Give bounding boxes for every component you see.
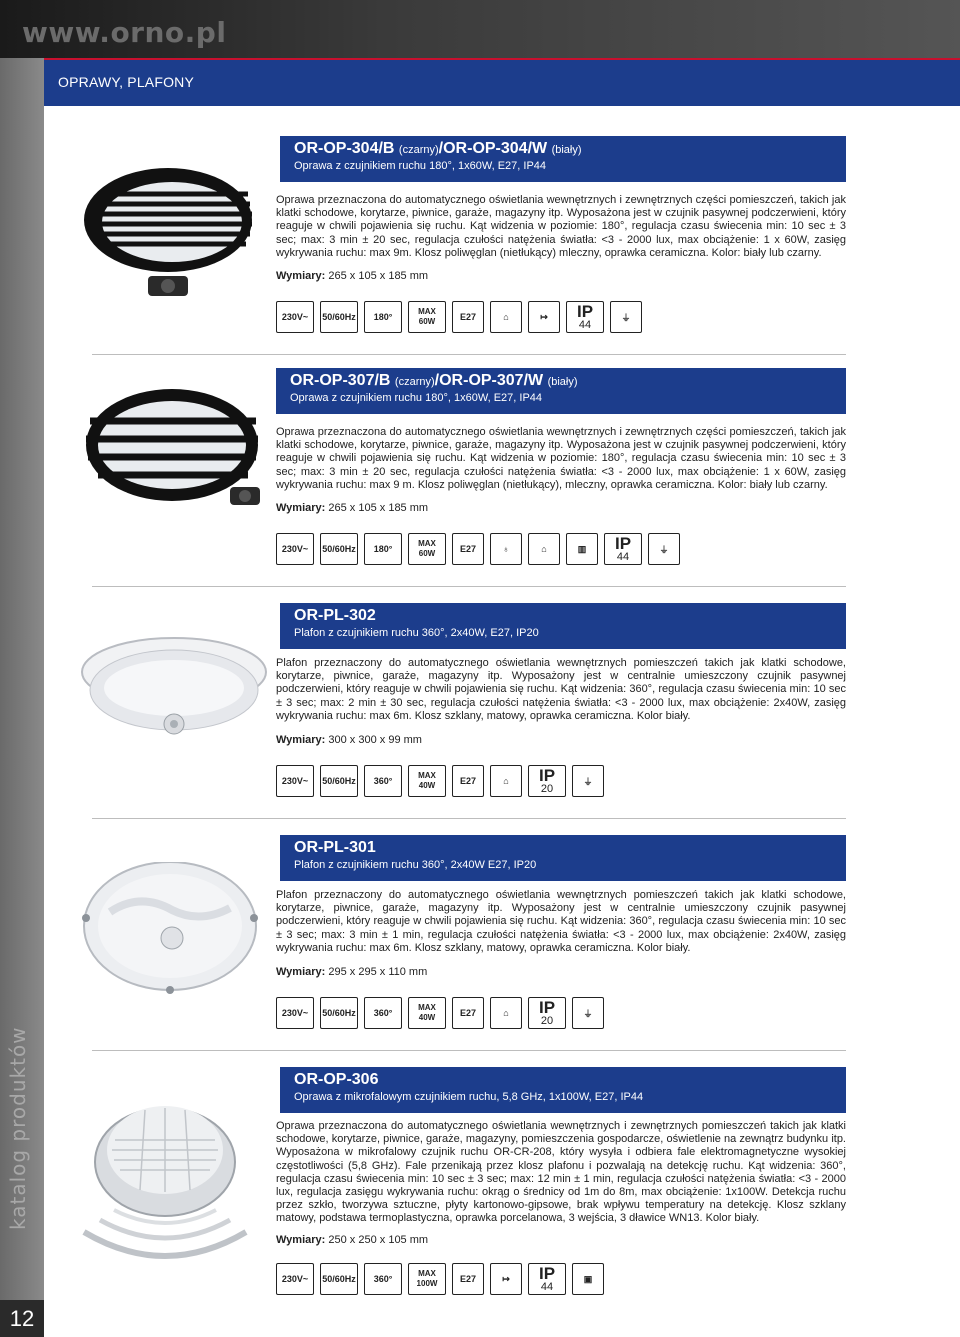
power-value: 60W [418,317,436,326]
ground-icon: ⏚ [572,765,604,797]
product-image-op306 [80,1080,250,1266]
product-dimensions [276,270,428,282]
ip-rating-icon [528,1263,566,1295]
sensor-angle-icon: 360° [364,1263,402,1295]
feature-icons [276,300,642,334]
product-header [280,1067,846,1113]
product-code-white: OR-OP-304/W [443,140,548,157]
section-header [44,58,960,106]
dims-value: 265 x 105 x 185 mm [328,502,429,514]
feature-icons [276,996,604,1030]
power-value: 40W [418,781,436,790]
product-dimensions [276,966,427,978]
max-label: MAX [418,307,436,316]
bulb-socket-icon: E27 [452,1263,484,1295]
bulb-types-icon: ♁ [490,533,522,565]
color-black: (czarny) [398,144,439,156]
indoor-icon: ⌂ [528,533,560,565]
voltage-icon: 230V~ [276,301,314,333]
ip-number: 44 [578,318,592,331]
dims-label: Wymiary: [276,502,326,514]
voltage-icon: 230V~ [276,1263,314,1295]
ip-rating-icon [528,997,566,1029]
color-white: (biały) [547,376,578,388]
dims-label: Wymiary: [276,734,326,746]
bulb-socket-icon: E27 [452,765,484,797]
ip-label: IP [538,765,556,785]
dims-label: Wymiary: [276,1234,326,1246]
product-description: Plafon przeznaczony do automatycznego oświetlania wewnętrznych pomieszczeń takich jak klatki schodowe, korytarze, piwnice, garaże, magazyny itp. Wyposażony jest w centralnie umieszczony czujnik pasywnej podczerwieni, który reaguje w chwili pojawienia się ruchu. Kąt widzenia: 360°, regulacja czasu świecenia min: 10 sec ± 3 sec; max: 2 min ± 30 sec, regulacja czułości natężenia światła: <3 - 2000 lux, max obciążenie: 2x40W, zasięg wykrywania ruchu: max 6m. Klosz szklany, matowy, oprawka ceramiczna. Kolor biały. [276,657,846,722]
frequency-icon: 50/60Hz [320,301,358,333]
ip-label: IP [576,301,594,321]
product-subtitle: Plafon z czujnikiem ruchu 360°, 2x40W, E27, IP20 [294,627,539,639]
product-image-op304 [80,168,256,308]
sensor-angle-icon: 360° [364,765,402,797]
product-image-pl301 [80,862,260,1002]
dims-value: 295 x 295 x 110 mm [328,966,428,978]
ip-label: IP [614,533,632,553]
ground-icon: ⏚ [610,301,642,333]
feature-icons [276,1262,604,1296]
power-value: 60W [418,549,436,558]
frequency-icon: 50/60Hz [320,1263,358,1295]
product-header [280,835,846,881]
max-power-icon [408,997,446,1029]
ip-rating-icon [604,533,642,565]
ground-icon: ⏚ [648,533,680,565]
product-subtitle: Oprawa z czujnikiem ruchu 180°, 1x60W, E27, IP44 [294,160,547,172]
max-label: MAX [418,771,436,780]
feature-icons [276,764,604,798]
section-title: OPRAWY, PLAFONY [58,74,195,90]
voltage-icon: 230V~ [276,997,314,1029]
ground-icon: ⏚ [572,997,604,1029]
dims-value: 265 x 105 x 185 mm [328,270,429,282]
sensor-angle-icon: 180° [364,533,402,565]
code-separator: / [434,372,440,389]
product-description: Oprawa przeznaczona do automatycznego oświetlania wewnętrznych i zewnętrznych części pomieszczeń, takich jak klatki schodowe, korytarze, piwnice, garaże, magazyny itp. Wyposażona jest w czujnik pasywnej podczerwieni, który reaguje w chwili pojawienia się ruchu. Kąt widzenia w poziomie: 180°, regulacja czasu świecenia min: 10 sec ± 3 sec; max: 3 min ± 20 sec, regulacja czułości natężenia światła: <3 - 2000 lux, max obciążenie: 1 x 60W, zasięg wykrywania ruchu: max 9m. Klosz poliwęglan (nietłukący) mleczny, oprawka ceramiczna. Kolor: biały lub czarny. [276,194,846,259]
bulb-socket-icon: E27 [452,533,484,565]
product-dimensions [276,1234,428,1246]
bulb-socket-icon: E27 [452,301,484,333]
dims-value: 300 x 300 x 99 mm [328,734,422,746]
max-power-icon [408,1263,446,1295]
color-white: (biały) [551,144,582,156]
product-dimensions [276,734,422,746]
ip-label: IP [538,1263,556,1283]
ip-rating-icon [528,765,566,797]
max-label: MAX [418,1003,436,1012]
product-code: OR-OP-306 [294,1071,379,1088]
ip-number: 44 [616,550,630,563]
product-description: Oprawa przeznaczona do automatycznego oświetlania wewnętrznych i zewnętrznych pomieszczeń takich jak klatki schodowe, korytarze, piwnice, garaże, magazyny, pomieszczenia gospodarcze, oświetlenie na zewnątrz budynku itp. Wyposażona w mikrofalowy czujnik ruchu OR-CR-208, który wysyła i odbiera fale elektromagnetyczne wysokiej częstotliwości (5,8 GHz). Fale przenikają przez klosz plafonu i pozwalają na detekcję ruchu. Kąt widzenia: 360°, regulacja czasu świecenia min: 10 sec ± 3 sec; max: 12 min ± 1 min, regulacja czułości natężenia światła: <3 - 2000 lux, regulacja zasięgu wykrywania ruchu: okrąg o średnicy od 1m do 8m, max obciążenie: 1x100W. Detekcja ruchu przez szkło, tworzywa sztuczne, płyty kartonowo-gipsowe, brak wpływu temperatury na detekcję. Klosz szklany matowy, podstawa termoplastyczna, oprawka porcelanowa, 3 wejścia, 3 dławice WN13. Kolor biały. [276,1120,846,1225]
top-banner [0,0,960,58]
product-description: Oprawa przeznaczona do automatycznego oświetlania wewnętrznych i zewnętrznych części pomieszczeń, takich jak klatki schodowe, korytarze, piwnice, garaże, magazyny itp. Wyposażona jest w czujnik pasywnej podczerwieni, który reaguje w chwili pojawienia się ruchu. Kąt widzenia w poziomie: 180°, regulacja czasu świecenia min: 10 sec ± 3 sec; max: 3 min ± 20 sec, regulacja czułości natężenia światła: <3 - 2000 lux, max obciążenie: 1 x 60W, zasięg wykrywania ruchu: max 9 m. Klosz poliwęglan (nietłukący), mleczny, oprawka ceramiczna. Kolor: biały lub czarny. [276,426,846,491]
product-image-pl302 [78,632,270,744]
product-subtitle: Plafon z czujnikiem ruchu 360°, 2x40W E27, IP20 [294,859,537,871]
bulb-socket-icon: E27 [452,997,484,1029]
ip-number: 20 [540,1014,554,1027]
voltage-icon: 230V~ [276,533,314,565]
max-label: MAX [418,539,436,548]
page-number: 12 [0,1300,44,1337]
product-code: OR-PL-302 [294,607,376,624]
product-dimensions [276,502,428,514]
sidebar-label: katalog produktów [6,1026,30,1230]
product-header [276,368,846,414]
divider [92,1050,846,1051]
sensor-angle-icon: 360° [364,997,402,1029]
product-subtitle: Oprawa z mikrofalowym czujnikiem ruchu, 5,8 GHz, 1x100W, E27, IP44 [294,1091,644,1103]
feature-icons [276,532,680,566]
indoor-icon: ⌂ [490,301,522,333]
divider [92,354,846,355]
product-subtitle: Oprawa z czujnikiem ruchu 180°, 1x60W, E27, IP44 [290,392,543,404]
frequency-icon: 50/60Hz [320,997,358,1029]
voltage-icon: 230V~ [276,765,314,797]
product-code-black: OR-OP-307/B [290,372,391,389]
ip-number: 44 [540,1280,554,1293]
sensor-angle-icon: 180° [364,301,402,333]
wall-mount-icon: ↦ [490,1263,522,1295]
wall-mount-icon: ▥ [566,533,598,565]
max-label: MAX [418,1269,436,1278]
product-code-white: OR-OP-307/W [439,372,544,389]
power-value: 100W [416,1279,438,1288]
code-separator: / [438,140,444,157]
product-header [280,136,846,182]
dims-value: 250 x 250 x 105 mm [328,1234,429,1246]
frequency-icon: 50/60Hz [320,533,358,565]
divider [92,818,846,819]
indoor-icon: ⌂ [490,997,522,1029]
power-value: 40W [418,1013,436,1022]
product-header [280,603,846,649]
class-ii-icon: ▣ [572,1263,604,1295]
ip-label: IP [538,997,556,1017]
product-image-op307 [80,385,260,519]
site-url[interactable]: www.orno.pl [22,16,227,49]
product-code [294,140,832,158]
product-code: OR-PL-301 [294,839,376,856]
max-power-icon [408,533,446,565]
max-power-icon [408,765,446,797]
color-black: (czarny) [394,376,435,388]
dims-label: Wymiary: [276,966,326,978]
frequency-icon: 50/60Hz [320,765,358,797]
ip-number: 20 [540,782,554,795]
dims-label: Wymiary: [276,270,326,282]
product-description: Plafon przeznaczony do automatycznego oświetlania wewnętrznych pomieszczeń takich jak klatki schodowe, korytarze, piwnice, garaże, magazyny itp. Wyposażony jest w centralnie umieszczony czujnik pasywnej podczerwieni, który reaguje w chwili pojawienia się ruchu. Kąt widzenia: 360°, regulacja czasu świecenia min: 10 sec ± 3 sec; max: 3 min ± 1 min, regulacja czułości natężenia światła: <3 - 2000 lux, max obciążenie: 2x40W, zasięg wykrywania ruchu: max 6m. Klosz szklany, matowy, oprawka ceramiczna. Kolor biały. [276,889,846,954]
divider [92,586,846,587]
ip-rating-icon [566,301,604,333]
wall-mount-icon: ↦ [528,301,560,333]
max-power-icon [408,301,446,333]
product-code-black: OR-OP-304/B [294,140,395,157]
product-code [290,372,832,390]
indoor-icon: ⌂ [490,765,522,797]
